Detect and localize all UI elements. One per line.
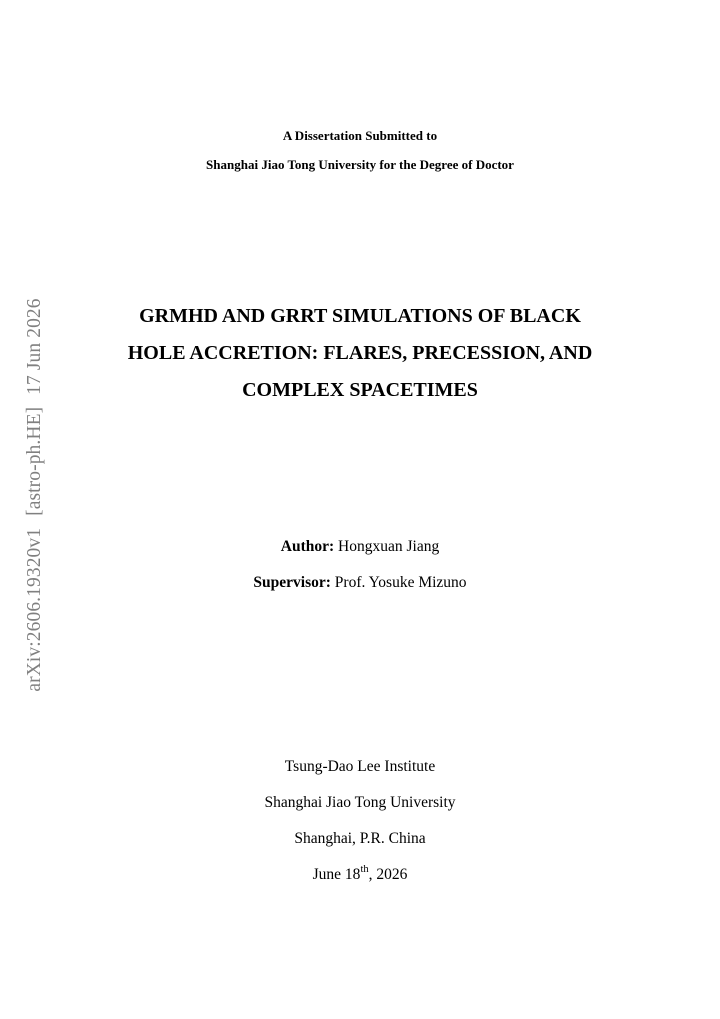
title-line-1: GRMHD AND GRRT SIMULATIONS OF BLACK [139, 305, 581, 327]
arxiv-category: [astro-ph.HE] [24, 406, 45, 516]
date-ordinal-suffix: th [360, 863, 369, 875]
institute-name: Tsung-Dao Lee Institute [284, 758, 436, 775]
submission-line-2: Shanghai Jiao Tong University for the Degree of Doctor [206, 157, 514, 172]
arxiv-date: 17 Jun 2026 [24, 298, 45, 395]
title-line-3: COMPLEX SPACETIMES [242, 379, 478, 401]
arxiv-id: arXiv:2606.19320v1 [24, 527, 45, 692]
supervisor-name: Prof. Yosuke Mizuno [334, 574, 467, 591]
author-supervisor-block [0, 529, 720, 601]
author-label: Author: [280, 538, 335, 555]
supervisor-label: Supervisor: [253, 574, 331, 591]
date-suffix: , 2026 [368, 866, 408, 883]
submission-date [0, 857, 720, 893]
author-line [0, 529, 720, 565]
university-name: Shanghai Jiao Tong University [264, 794, 456, 811]
author-name: Hongxuan Jiang [338, 538, 440, 555]
dissertation-title [0, 298, 720, 409]
submission-statement [0, 121, 720, 179]
affiliation-block [0, 749, 720, 893]
date-prefix: June 18 [312, 866, 361, 883]
submission-line-1: A Dissertation Submitted to [282, 128, 438, 143]
title-line-2: HOLE ACCRETION: FLARES, PRECESSION, AND [127, 342, 593, 364]
supervisor-line [0, 565, 720, 601]
location: Shanghai, P.R. China [294, 830, 426, 847]
